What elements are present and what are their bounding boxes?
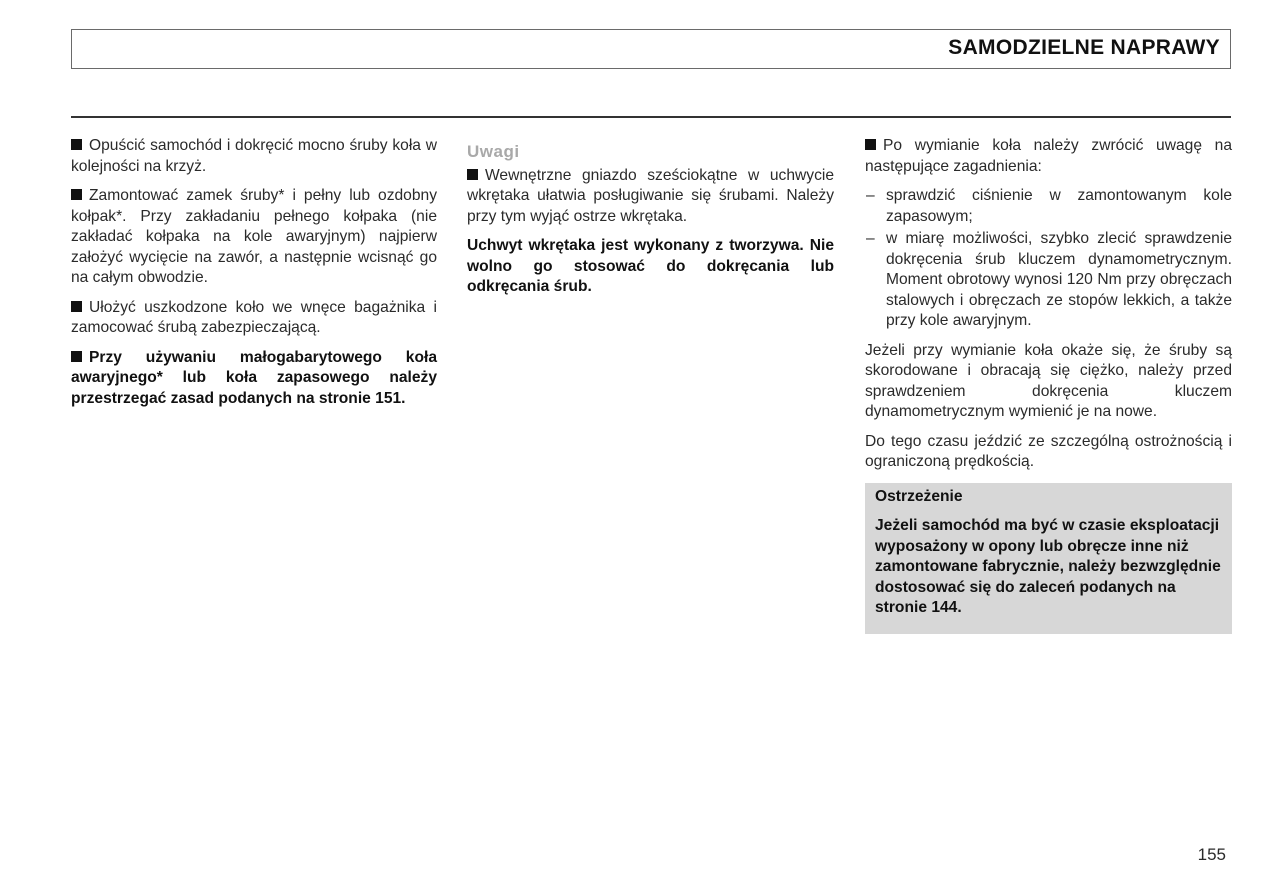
paragraph-text: Opuścić samochód i dokręcić mocno śruby koła w kolejności na krzyż. [71, 137, 437, 175]
paragraph-text: Przy używaniu małogabarytowego koła awaryjnego* lub koła zapasowego należy przestrzegać zasad podanych na stronie 151. [71, 348, 437, 407]
warning-title: Ostrzeżenie [875, 487, 963, 505]
column-middle [467, 136, 834, 307]
page-title: SAMODZIELNE NAPRAWY [948, 36, 1220, 59]
paragraph [467, 166, 834, 228]
column-left [71, 136, 437, 418]
square-bullet-icon [467, 169, 478, 180]
column-right [865, 136, 1232, 634]
page-number: 155 [1197, 845, 1226, 864]
paragraph-text: Wewnętrzne gniazdo sześciokątne w uchwycie wkrętaka ułatwia posługiwanie się śrubami. Należy przy tym wyjąć ostrze wkrętaka. [467, 166, 834, 225]
list-item: – sprawdzić ciśnienie w zamontowanym kole zapasowym; [865, 186, 1232, 227]
paragraph [71, 136, 437, 177]
square-bullet-icon [71, 189, 82, 200]
square-bullet-icon [71, 139, 82, 150]
paragraph-text: Zamontować zamek śruby* i pełny lub ozdobny kołpak*. Przy zakładaniu pełnego kołpaka (nie zakładać kołpaka na kole awaryjnym) najpierw założyć wycięcie na zawór, a następnie wcisnąć go na całym obwodzie. [71, 187, 437, 286]
paragraph-emphasis: Uchwyt wkrętaka jest wykonany z tworzywa. Nie wolno go stosować do dokręcania lub odkręcania śrub. [467, 237, 834, 295]
section-title-notes: Uwagi [467, 142, 520, 161]
warning-box [865, 483, 1232, 634]
list-item: – w miarę możliwości, szybko zlecić sprawdzenie dokręcenia śrub kluczem dynamometrycznym. Moment obrotowy wynosi 120 Nm przy obręczach stalowych i obręczach ze stopów lekkich, a także przy kole awaryjnym. [865, 229, 1232, 332]
dash-list [865, 186, 1232, 332]
paragraph: Jeżeli przy wymianie koła okaże się, że śruby są skorodowane i obracają się ciężko, należy przed sprawdzeniem dokręcenia kluczem dynamometrycznym wymienić je na nowe. [865, 341, 1232, 420]
header-divider [71, 116, 1231, 118]
paragraph [865, 136, 1232, 177]
warning-text: Jeżeli samochód ma być w czasie eksploatacji wyposażony w opony lub obręcze inne niż zamontowane fabrycznie, należy bezwzględnie dostosować się do zaleceń podanych na stronie 144. [875, 517, 1221, 616]
paragraph [71, 186, 437, 289]
header-box [71, 29, 1231, 69]
square-bullet-icon [865, 139, 876, 150]
square-bullet-icon [71, 351, 82, 362]
paragraph: Do tego czasu jeździć ze szczególną ostrożnością i ograniczoną prędkością. [865, 432, 1232, 470]
square-bullet-icon [71, 301, 82, 312]
paragraph [71, 298, 437, 339]
paragraph-text: Ułożyć uszkodzone koło we wnęce bagażnika i zamocować śrubą zabezpieczającą. [71, 298, 437, 336]
paragraph-emphasis [71, 348, 437, 410]
paragraph-text: Po wymianie koła należy zwrócić uwagę na następujące zagadnienia: [865, 137, 1232, 175]
